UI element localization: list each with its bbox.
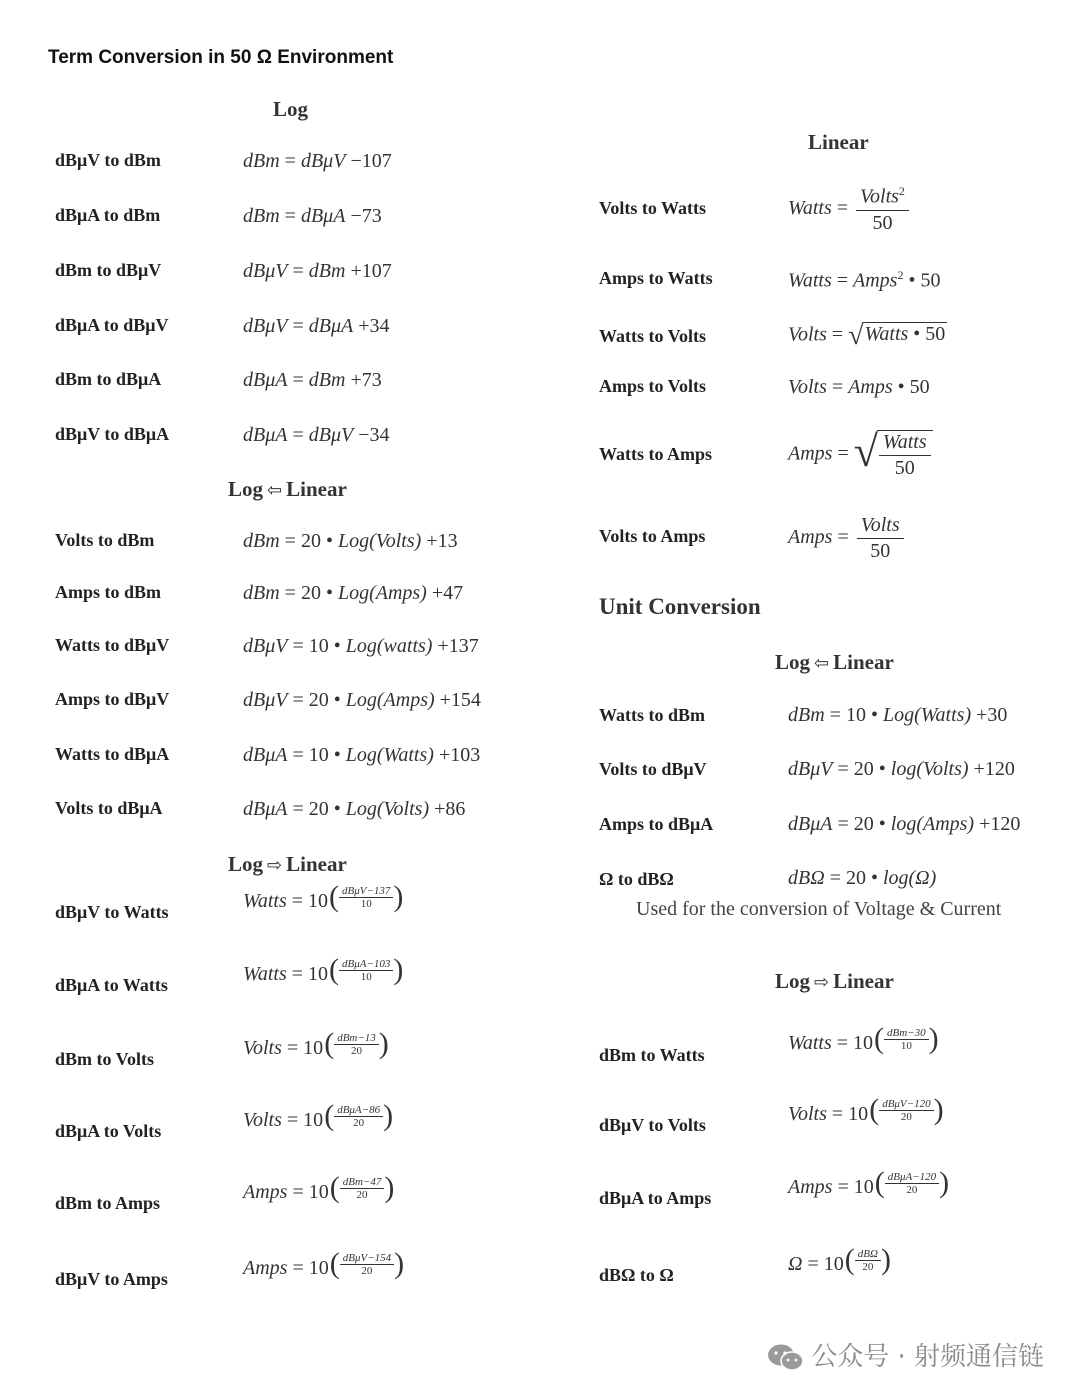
conversion-label: Volts to Amps xyxy=(599,526,706,546)
conversion-label: Volts to dBμA xyxy=(55,798,163,818)
conversion-label: dBμA to dBm xyxy=(55,205,161,225)
heading-unit-log-to-linear: Log ⇨ Linear xyxy=(775,969,894,993)
conversion-formula: Volts = 10( dBμV−120 20 ) xyxy=(788,1093,944,1126)
conversion-formula: dBm = 20 • Log(Volts) +13 xyxy=(243,530,458,552)
conversion-formula: dBm = 20 • Log(Amps) +47 xyxy=(243,582,464,604)
conversion-formula: dBμA = dBμV −34 xyxy=(243,424,390,446)
heading-unit-conversion: Unit Conversion xyxy=(599,594,761,619)
conversion-formula: dBμA = 20 • Log(Volts) +86 xyxy=(243,798,466,820)
conversion-formula: dBμV = 20 • log(Volts) +120 xyxy=(788,758,1015,780)
conversion-formula: dBm = 10 • Log(Watts) +30 xyxy=(788,704,1008,726)
conversion-formula: dBμA = 10 • Log(Watts) +103 xyxy=(243,744,481,766)
conversion-label: Watts to Amps xyxy=(599,444,713,464)
conversion-label: dBμA to dBμV xyxy=(55,315,169,335)
conversion-formula: Amps = 10( dBm−47 20 ) xyxy=(243,1171,395,1204)
conversion-label: dBμV to dBμA xyxy=(55,424,170,444)
conversion-formula: Volts = 10( dBμA−86 20 ) xyxy=(243,1099,394,1132)
conversion-formula: dBμA = 20 • log(Amps) +120 xyxy=(788,813,1021,835)
conversion-label: Amps to dBμV xyxy=(55,689,170,709)
conversion-label: dBμV to dBm xyxy=(55,150,161,170)
conversion-formula: dBm = dBμA −73 xyxy=(243,205,382,227)
conversion-label: Amps to Watts xyxy=(599,268,713,288)
conversion-formula: Watts = 10( dBμV−137 10 ) xyxy=(243,880,404,913)
conversion-label: Volts to dBμV xyxy=(599,759,707,779)
conversion-formula: Amps = √ $\frac{\text{Watts}}{50}$ xyxy=(788,430,933,480)
conversion-label: dBΩ to Ω xyxy=(599,1265,674,1285)
conversion-label: Volts to dBm xyxy=(55,530,155,550)
conversion-formula: dBμV = dBm +107 xyxy=(243,260,392,282)
heading-unit-log-from-linear: Log ⇦ Linear xyxy=(775,650,894,674)
conversion-formula: dBμV = dBμA +34 xyxy=(243,315,390,337)
conversion-formula: dBμV = 10 • Log(watts) +137 xyxy=(243,635,479,657)
conversion-label: Watts to dBμV xyxy=(55,635,170,655)
conversion-label: dBm to dBμV xyxy=(55,260,162,280)
conversion-formula: Watts = Amps$^2$ • 50 xyxy=(788,268,941,292)
conversion-label: dBμV to Amps xyxy=(55,1269,168,1289)
usage-note: Used for the conversion of Voltage & Current xyxy=(636,898,1002,920)
conversion-formula: Watts = 10( dBm−30 10 ) xyxy=(788,1022,939,1055)
conversion-label: dBm to Watts xyxy=(599,1045,705,1065)
conversion-label: Ω to dBΩ xyxy=(599,869,674,889)
conversion-formula: Volts = Amps • 50 xyxy=(788,376,930,398)
conversion-formula: dBμA = dBm +73 xyxy=(243,369,382,391)
conversion-label: Volts to Watts xyxy=(599,198,707,218)
conversion-label: Watts to dBμA xyxy=(55,744,170,764)
heading-log: Log xyxy=(273,97,309,121)
heading-linear: Linear xyxy=(808,130,869,154)
left-arrow-icon: ⇦ xyxy=(267,480,283,501)
left-arrow-icon: ⇦ xyxy=(814,653,830,674)
conversion-label: dBm to dBμA xyxy=(55,369,162,389)
conversion-label: dBμV to Volts xyxy=(599,1115,706,1135)
conversion-label: dBμA to Volts xyxy=(55,1121,162,1141)
conversion-formula: Watts = 10( dBμA−103 10 ) xyxy=(243,953,404,986)
conversion-formula: Amps = 10( dBμV−154 20 ) xyxy=(243,1247,405,1280)
watermark xyxy=(767,1336,1044,1373)
conversion-label: Amps to dBμA xyxy=(599,814,714,834)
conversion-label: dBμA to Amps xyxy=(599,1188,712,1208)
conversion-formula: dBΩ = 20 • log(Ω) xyxy=(788,867,937,889)
conversion-formula: Volts = 10( dBm−13 20 ) xyxy=(243,1027,389,1060)
right-arrow-icon: ⇨ xyxy=(814,972,830,993)
conversion-label: Amps to Volts xyxy=(599,376,707,396)
conversion-label: dBm to Amps xyxy=(55,1193,161,1213)
conversion-formula: Amps = 10( dBμA−120 20 ) xyxy=(788,1166,950,1199)
conversion-formula: Watts = $\frac{Volts^2}{50}$ xyxy=(788,184,909,235)
conversion-label: Amps to dBm xyxy=(55,582,162,602)
wechat-icon xyxy=(767,1343,805,1373)
heading-log-to-linear: Log ⇨ Linear xyxy=(228,852,347,876)
conversion-label: Watts to dBm xyxy=(599,705,706,725)
conversion-label: Watts to Volts xyxy=(599,326,707,346)
heading-log-from-linear: Log ⇦ Linear xyxy=(228,477,347,501)
right-arrow-icon: ⇨ xyxy=(267,855,283,876)
conversion-label: dBμA to Watts xyxy=(55,975,168,995)
conversion-label: dBm to Volts xyxy=(55,1049,155,1069)
conversion-formula: dBμV = 20 • Log(Amps) +154 xyxy=(243,689,481,711)
conversion-formula: Volts = √ Watts • 50 xyxy=(788,320,946,351)
conversion-formula: Ω = 10( dBΩ 20 ) xyxy=(788,1243,891,1276)
page-title: Term Conversion in 50 Ω Environment xyxy=(48,47,394,68)
conversion-label: dBμV to Watts xyxy=(55,902,169,922)
conversion-formula: Amps = $\frac{\text{Volts}}{50}$ xyxy=(788,514,904,563)
conversion-formula: dBm = dBμV −107 xyxy=(243,150,392,172)
watermark-text: 公众号 · 射频通信链 xyxy=(811,1342,1044,1372)
